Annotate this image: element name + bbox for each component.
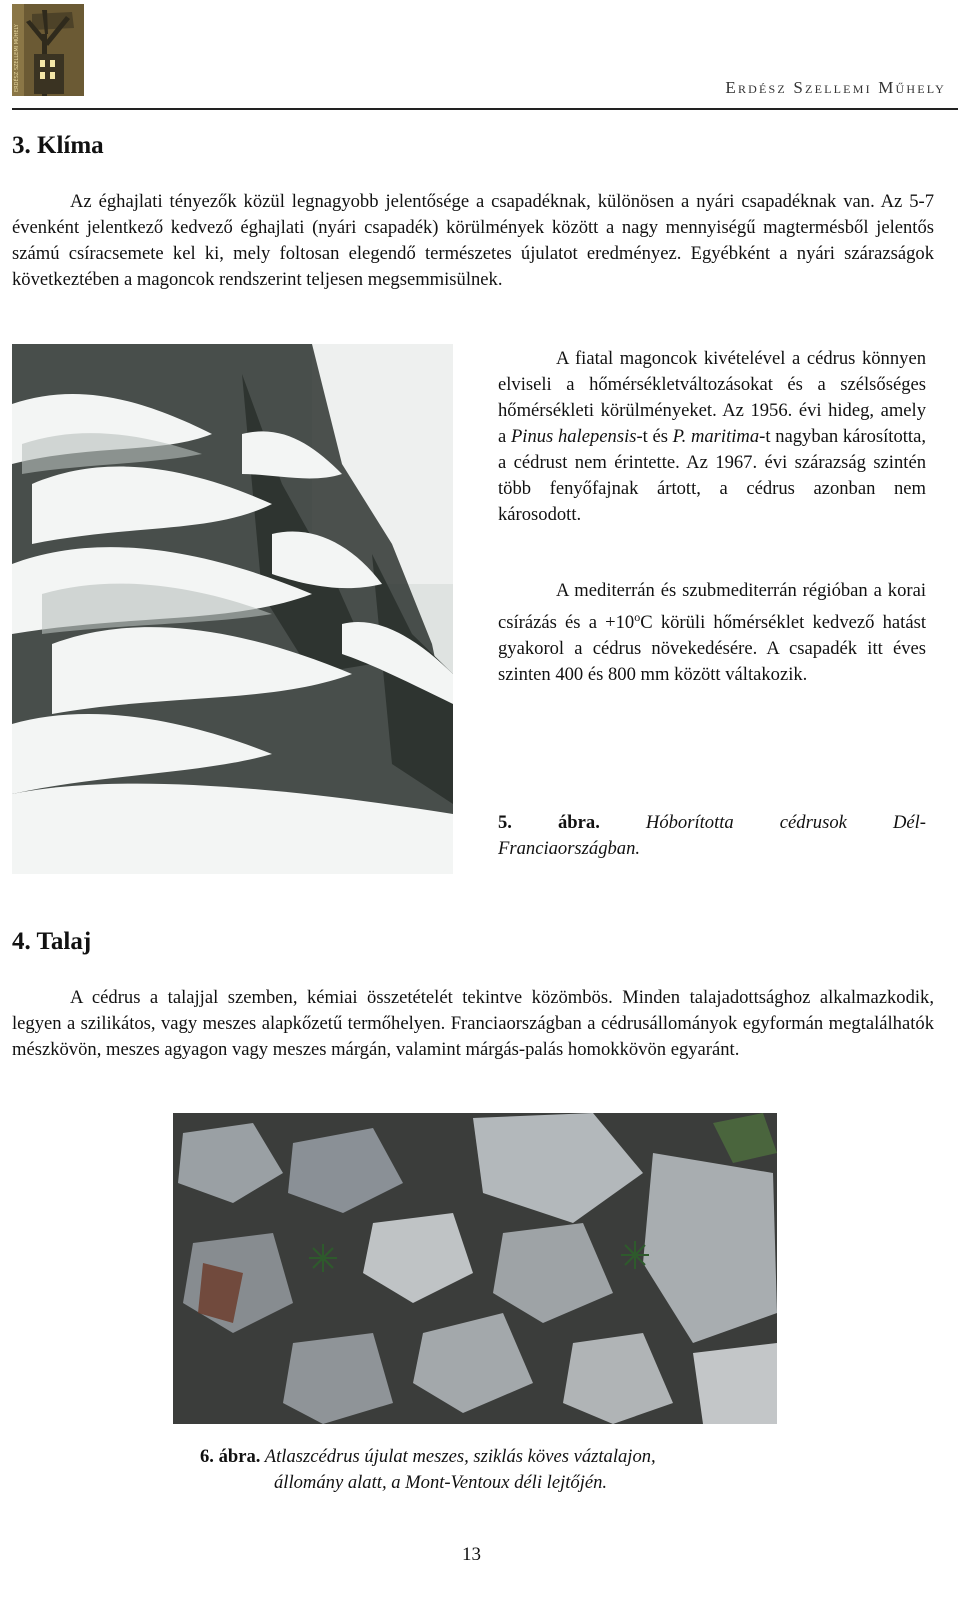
species-name-pinus-halepensis: Pinus halepensis xyxy=(510,426,637,447)
logo xyxy=(12,4,84,96)
figure-6-caption-text-1: Atlaszcédrus újulat meszes, sziklás köves váztalajon, xyxy=(264,1446,656,1467)
paragraph-3-text-a: A mediterrán és szubmediterrán régióban a korai csírázás és a +10 xyxy=(498,580,926,634)
figure-5-caption-text: Hóborította cédrusok Dél-Franciaországban. xyxy=(498,812,926,859)
paragraph-3-text-b: C körüli hőmérséklet kedvező hatást gyakorol a cédrus növekedésére. A csapadék itt éves szinten 400 és 800 mm között váltakozik. xyxy=(498,612,926,686)
section-heading-climate: 3. Klíma xyxy=(12,132,104,159)
climate-paragraph-1: Az éghajlati tényezők közül legnagyobb jelentősége a csapadéknak, különösen a nyári csapadéknak van. Az 5-7 évenként jelentkező kedvező éghajlati (nyári csapadék) körülmények között a nagy mennyiségű magtermésből jelentős számú csíracsemete kel ki, mely foltosan elegendő természetes újulatot eredményez. Egyébként a nyári szárazságok következtében a magoncok rendszerint teljesen megsemmisülnek. xyxy=(12,191,934,290)
figure-6-caption xyxy=(200,1444,760,1496)
species-name-p-maritima: P. maritima xyxy=(672,426,760,447)
paragraph-2-text-b: -t és xyxy=(636,426,673,447)
degree-superscript: o xyxy=(634,610,641,624)
header-title: Erdész Szellemi Műhely xyxy=(725,78,946,97)
cedar-seedlings-on-rocks-photo xyxy=(173,1113,777,1424)
snowy-cedars-photo xyxy=(12,344,453,874)
page-number: 13 xyxy=(462,1544,481,1565)
soil-paragraph-1: A cédrus a talajjal szemben, kémiai összetételét tekintve közömbös. Minden talajadottsághoz alkalmazkodik, legyen a szilikátos, vagy meszes alapkőzetű termőhelyen. Franciaországban a cédrusállományok egyformán megtalálhatók mészkövön, meszes agyagon vagy meszes márgán, valamint márgás-palás homokkövön egyaránt. xyxy=(12,987,934,1060)
paragraph-2-text-a: A fiatal magoncok kivételével a cédrus könnyen elviseli a hőmérsékletváltozásokat és a szélsőséges hőmérsékleti körülményeket. Az 1956. évi hideg, amely a xyxy=(498,348,926,447)
figure-6-caption-line-1 xyxy=(200,1444,760,1470)
climate-paragraph-3 xyxy=(498,578,926,688)
section-heading-soil: 4. Talaj xyxy=(12,928,92,955)
climate-paragraph-2 xyxy=(498,346,926,528)
logo-image xyxy=(12,4,84,96)
figure-5-label: 5. ábra. xyxy=(498,812,600,833)
header-divider xyxy=(12,108,958,110)
figure-6-caption-line-2: állomány alatt, a Mont-Ventoux déli lejtőjén. xyxy=(274,1472,608,1493)
figure-5-caption xyxy=(498,810,926,862)
paragraph-2-text-c: -t nagyban károsította, a cédrust nem érintette. Az 1967. évi szárazság szintén több fenyőfajnak ártott, a cédrus azonban nem károsodott. xyxy=(498,426,926,525)
figure-6-label: 6. ábra. xyxy=(200,1446,261,1467)
logo-text: ERDÉSZ SZELLEMI MŰHELY xyxy=(14,24,20,92)
